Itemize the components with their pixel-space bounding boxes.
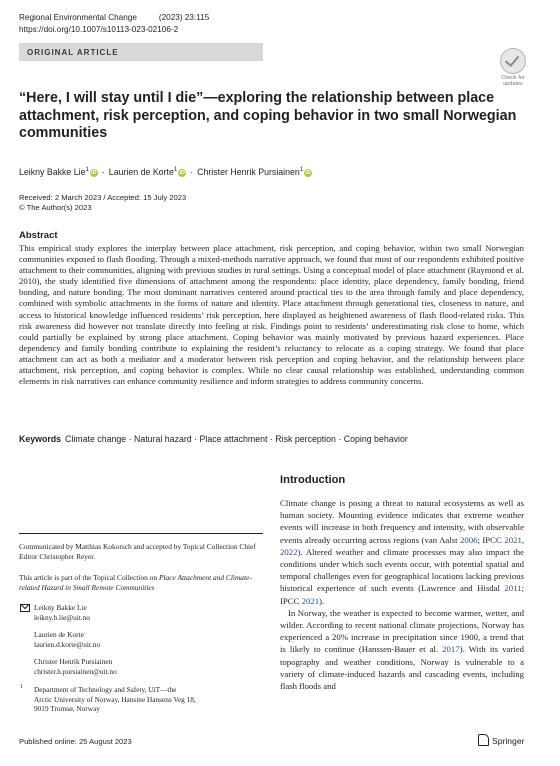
contact-name: Laurien de Korte bbox=[34, 630, 84, 639]
affiliation: 1 Department of Technology and Safety, UiT—the Arctic University of Norway, Hansine Hansens Veg 18, 9019 Tromsø, Norway bbox=[20, 684, 196, 713]
contact-name: Christer Henrik Pursiainen bbox=[34, 657, 113, 666]
author-affiliation-mark: 1 bbox=[173, 167, 178, 173]
contact-email[interactable]: leikny.b.lie@uit.no bbox=[34, 612, 90, 622]
orcid-icon[interactable]: iD bbox=[179, 170, 185, 176]
contact bbox=[19, 630, 263, 649]
corresponding-contact bbox=[19, 603, 263, 622]
citation-link[interactable]: 2017 bbox=[442, 644, 460, 655]
author-name[interactable]: Leikny Bakke Lie bbox=[19, 167, 86, 177]
envelope-icon bbox=[20, 604, 30, 612]
contact-email[interactable]: laurien.d.korte@uit.no bbox=[34, 639, 101, 649]
citation-link[interactable]: 2021 bbox=[301, 595, 320, 606]
journal-issue: (2023) 23:115 bbox=[158, 13, 210, 22]
springer-horse-icon bbox=[478, 734, 489, 746]
author-name[interactable]: Laurien de Korte bbox=[108, 167, 174, 177]
journal-header bbox=[19, 13, 209, 22]
topical-collection-note: This article is part of the Topical Collection on Place Attachment and Climate-related Hazard in Small Remote Communities bbox=[19, 573, 252, 592]
orcid-icon[interactable]: iD bbox=[91, 170, 97, 176]
copyright-line: © The Author(s) 2023 bbox=[19, 203, 92, 212]
paragraph: Climate change is posing a threat to natural ecosystems as well as human society. Mounting evidence indicates that extreme weather events will increase in both frequency and intensity, with observable events already occurring across regions (van Aalst 2006; IPCC 2021, 2022). Altered weather and climate processes may also impact the conditions under which such events occur, with potential spatial and temporal challenges even for geographical locations lacking previous historical experience of such events (Lawrence and Hisdal 2011; IPCC 2021). bbox=[280, 498, 524, 606]
author-name[interactable]: Christer Henrik Pursiainen bbox=[197, 167, 300, 177]
communicated-note: Communicated by Matthias Kokorsch and accepted by Topical Collection Chief Editor Christopher Reyer. bbox=[19, 542, 256, 561]
affiliation-number: 1 bbox=[20, 684, 23, 690]
citation-link[interactable]: 2021 bbox=[504, 534, 522, 545]
publisher-name: Springer bbox=[492, 736, 525, 746]
author-list: Leikny Bakke Lie$^1$ iD · Laurien de Korte$^1$ iD · Christer Henrik Pursiainen$^1$ iD bbox=[19, 167, 311, 177]
article-dates bbox=[19, 193, 186, 213]
abstract-body: This empirical study explores the interplay between place attachment, risk perception, and coping behavior, within two small Norwegian communities exposed to flash flooding. Through a mixed-methods narrative approach, we found that most of our respondents exhibited positive attachment to their communities, aligning with previous studies in rural settings. Using a conceptual model of place attachment (Raymond et al. 2010), the study identified five dimensions of attachment among the respondents: place identity, place dependency, family bonding, friend bonding, and nature bonding. The most dominant narratives centered around practical ties to the area through family and place dependency, combined with symbolic attachments in the forms of nature and identity. Place attachment through generational ties, closeness to nature, and access to historical knowledge influenced residents’ risk perception, here displayed as heightened awareness of flash flood-related risks. This risk awareness did however not translate directly into feeling at risk. Findings point to residents’ underestimating risk close to home, which could partially be explained by strong place attachment. Coping behavior was mainly motivated by previous hazard experiences. Place dependency and family bonding contribute to explaining the resident’s reluctancy to relocate as a coping strategy. We found that place attachment can act as both a mediator and a moderator between risk perception and coping behavior, and the relationship between place attachment, risk perception, and coping behavior is complex. While no clear causal relationship was established, understanding common elements in risk narratives can enhance community resilience and inform strategies to address community concerns. bbox=[19, 243, 524, 387]
orcid-icon[interactable]: iD bbox=[305, 170, 311, 176]
contact-email[interactable]: christer.h.pursiainen@uit.no bbox=[34, 666, 117, 676]
publisher-logo bbox=[478, 734, 524, 746]
article-type-label: ORIGINAL ARTICLE bbox=[27, 48, 119, 57]
keywords bbox=[19, 434, 524, 444]
author-affiliation-mark: 1 bbox=[85, 167, 89, 173]
contact-name: Leikny Bakke Lie bbox=[34, 603, 87, 612]
introduction-heading: Introduction bbox=[280, 474, 346, 486]
journal-name: Regional Environmental Change bbox=[19, 13, 137, 22]
introduction-body bbox=[280, 497, 524, 692]
check-updates-icon bbox=[500, 48, 526, 74]
citation-link[interactable]: 2022 bbox=[280, 546, 298, 557]
collection-title[interactable]: Place Attachment and Climate-related Hazard in Small Remote Communities bbox=[19, 573, 252, 592]
contact bbox=[19, 657, 263, 676]
footnote-divider bbox=[19, 533, 263, 534]
check-for-updates-badge[interactable] bbox=[498, 48, 528, 87]
author-affiliation-mark: 1 bbox=[299, 167, 304, 173]
paragraph: In Norway, the weather is expected to become warmer, wetter, and wilder. According to recent national climate projections, Norway has experienced a 20% increase in precipitation since 1900, a trend that is likely to continue (Hanssen-Bauer et al. 2017). With its varied topography and weather conditions, Norway is vulnerable to a variety of climate-induced hazards and cascading events, including flash floods and bbox=[280, 607, 524, 692]
keywords-label: Keywords bbox=[19, 434, 62, 444]
article-title: “Here, I will stay until I die”—exploring the relationship between place attachment, risk perception, and coping behavior in two small Norwegian communities bbox=[19, 90, 517, 142]
abstract-heading: Abstract bbox=[19, 230, 58, 241]
published-date: Published online: 25 August 2023 bbox=[19, 737, 132, 746]
keywords-list: Climate change · Natural hazard · Place attachment · Risk perception · Coping behavior bbox=[65, 434, 408, 444]
citation-link[interactable]: 2006 bbox=[460, 534, 478, 545]
citation-link[interactable]: 2011 bbox=[504, 583, 522, 594]
received-accepted: Received: 2 March 2023 / Accepted: 15 July 2023 bbox=[19, 193, 187, 202]
doi-link[interactable]: https://doi.org/10.1007/s10113-023-02106-2 bbox=[19, 25, 179, 34]
check-updates-label: Check for updates bbox=[501, 75, 525, 87]
